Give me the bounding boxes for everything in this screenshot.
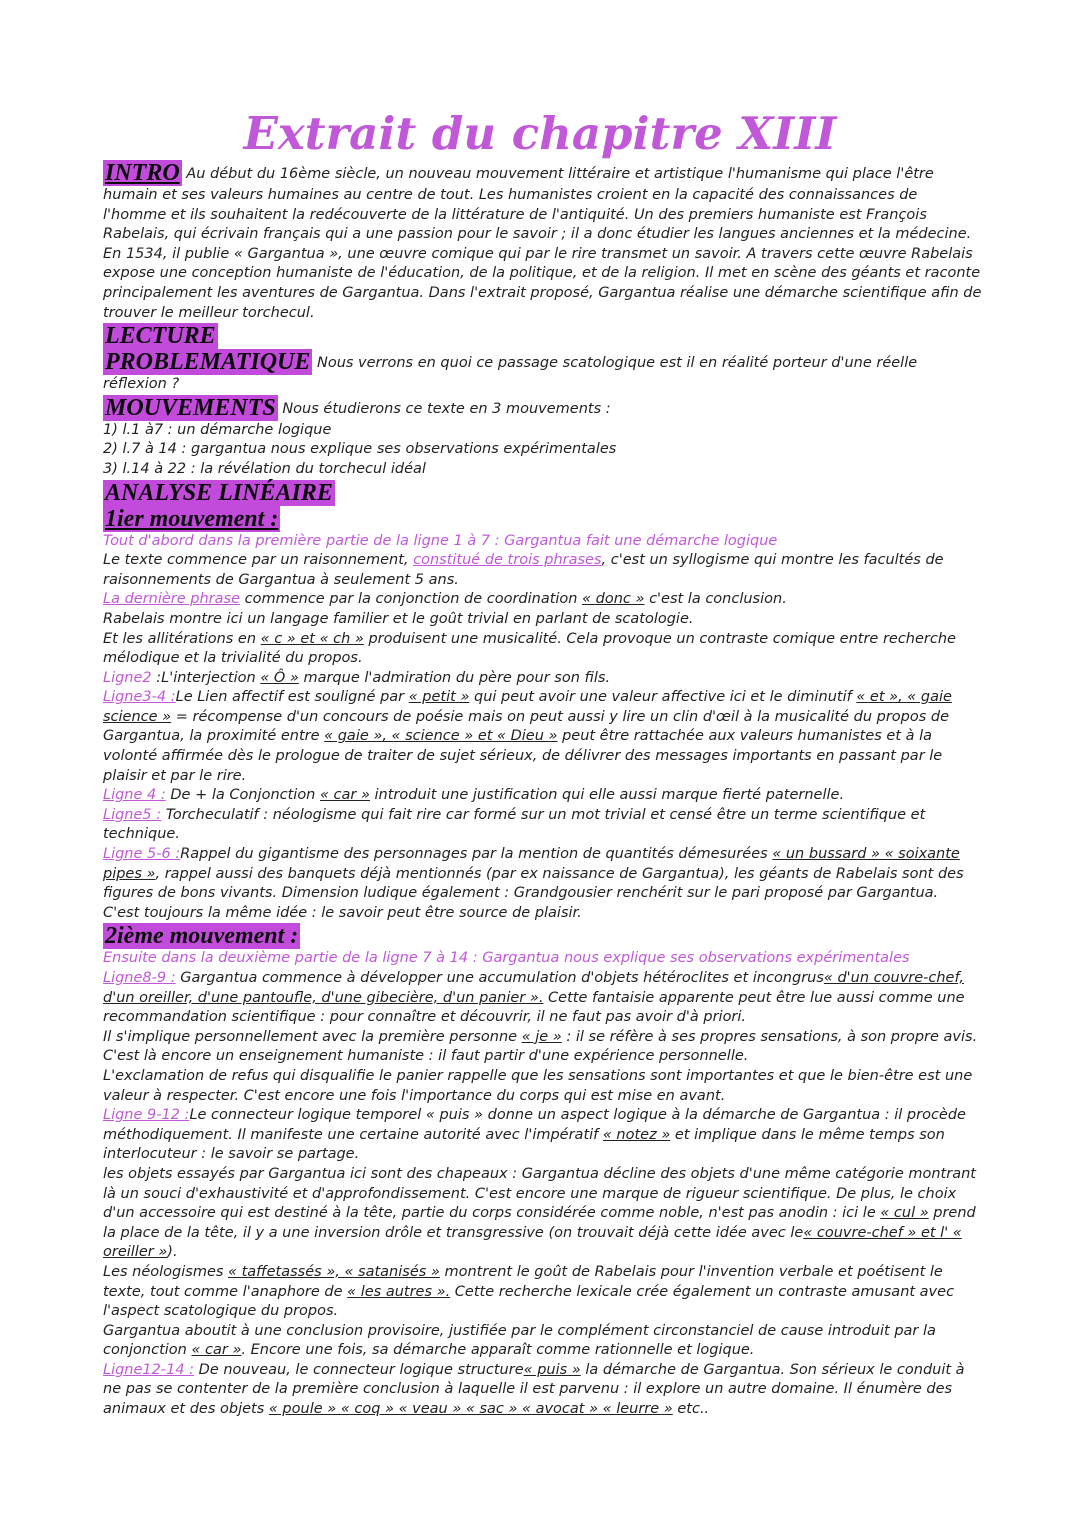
text-run: constitué de trois phrases bbox=[413, 552, 602, 569]
text-run: De nouveau, le connecteur logique structure bbox=[194, 1361, 524, 1378]
text-run: « car » bbox=[191, 1342, 242, 1359]
problematique-text: Nous verrons en quoi ce passage scatologique est il en réalité porteur d'une réelle réflexion ? bbox=[103, 355, 918, 393]
text-run: « notez » bbox=[602, 1126, 671, 1143]
text-run: « couvre-chef » et l' « oreiller » bbox=[103, 1224, 962, 1261]
m1-paragraph bbox=[103, 806, 983, 845]
text-run: Gargantua commence à développer une accumulation d'objets hétéroclites et incongrus bbox=[175, 970, 824, 986]
text-run: La dernière phrase bbox=[103, 591, 241, 608]
problematique-paragraph bbox=[103, 349, 983, 395]
text-run: les objets essayés par Gargantua ici sont des chapeaux : Gargantua décline des objets d'une même catégorie montrant là un souci d'exhaustivité et d'approfondissement. C'est encore une marque de rigueur scientifique. De plus, le choix d'un accessoire qui est destiné à la tête, partie du corps considérée comme noble, n'est pas anodin : ici le bbox=[103, 1165, 976, 1222]
text-run: , c'est un syllogisme qui montre les facultés de raisonnements de Gargantua à seulement 5 ans. bbox=[103, 552, 944, 588]
text-run: « donc » bbox=[582, 591, 645, 608]
text-run: c'est la conclusion. bbox=[644, 591, 787, 608]
m1-heading bbox=[103, 506, 983, 532]
text-run: montrent le goût de Rabelais pour l'invention verbale et poétisent le texte, tout comme l'anaphore de bbox=[103, 1263, 943, 1300]
m1-label: 1ier mouvement : bbox=[105, 505, 279, 532]
intro-text: Au début du 16ème siècle, un nouveau mouvement littéraire et artistique l'humanisme qui place l'être humain et ses valeurs humaines au centre de tout. Les humanistes croient en la capacité des connaissances de l'homme et ils souhaitent la redécouverte de la littérature de l'antiquité. Un des premiers humaniste est François Rabelais, qui écrivain français qui a une passion pour le savoir ; il a donc étudier les langues anciennes et la médecine. En 1534, il publie « Gargantua », une œuvre comique qui par le rire transmet un savoir. A travers cette œuvre Rabelais expose une conception humaniste de l'éducation, de la politique, et de la religion. Il met en scène des géants et raconte principalement les aventures de Gargantua. Dans l'extrait proposé, Gargantua réalise une démarche scientifique afin de trouver le meilleur torchecul. bbox=[103, 166, 982, 321]
m2-paragraph bbox=[103, 1028, 983, 1067]
text-run: Et les allitérations en bbox=[103, 630, 261, 647]
text-run: produisent une musicalité. Cela provoque un contraste comique entre recherche mélodique et la trivialité du propos. bbox=[103, 630, 956, 667]
text-run: etc.. bbox=[672, 1401, 710, 1418]
text-run: , rappel aussi des banquets déjà mentionnés (par ex naissance de Gargantua), les géants de Rabelais sont des figures de bons vivants. Dimension ludique également : Grandgousier renchérit sur le pari proposé par Gargantua. bbox=[103, 865, 964, 902]
problematique-label: PROBLEMATIQUE bbox=[105, 349, 311, 376]
text-run: et implique dans le même temps son interlocuteur : le savoir se partage. bbox=[103, 1126, 945, 1163]
text-run: Ligne 9-12 : bbox=[103, 1107, 190, 1124]
mouvement-item: 1) l.1 à7 : un démarche logique bbox=[103, 421, 332, 438]
mouvement-item: 3) l.14 à 22 : la révélation du torchecul idéal bbox=[103, 460, 426, 477]
document-body bbox=[103, 160, 983, 1420]
mouvements-label: MOUVEMENTS bbox=[105, 394, 276, 421]
intro-label: INTRO bbox=[105, 160, 180, 186]
mouvement-item: 2) l.7 à 14 : gargantua nous explique ses observations expérimentales bbox=[103, 441, 617, 458]
text-run: « Ô » bbox=[260, 669, 299, 686]
text-run: Il s'implique personnellement avec la première personne bbox=[103, 1028, 522, 1045]
m1-paragraph bbox=[103, 630, 983, 669]
m1-paragraph bbox=[103, 786, 983, 806]
intro-paragraph bbox=[103, 160, 983, 323]
text-run: Ligne 4 : bbox=[103, 787, 166, 804]
text-run: Les néologismes bbox=[103, 1263, 229, 1280]
text-run: :L'interjection bbox=[151, 669, 261, 686]
m2-paragraph bbox=[103, 1263, 983, 1322]
m2-paragraph bbox=[103, 1165, 983, 1263]
mouvements-paragraph bbox=[103, 395, 983, 421]
m1-intro: Tout d'abord dans la première partie de la ligne 1 à 7 : Gargantua fait une démarche logique bbox=[103, 532, 778, 549]
text-run: Ligne8-9 : bbox=[103, 970, 176, 986]
lecture-label: LECTURE bbox=[105, 323, 216, 350]
m2-paragraph: L'exclamation de refus qui disqualifie le panier rappelle que les sensations sont importantes et que le bien-être est une valeur à respecter. C'est encore une fois l'importance du corps qui est mise en avant. bbox=[103, 1067, 973, 1104]
text-run: Le texte commence par un raisonnement, bbox=[103, 552, 414, 569]
text-run: la démarche de Gargantua. Son sérieux le conduit à ne pas se contenter de la première conclusion à laquelle il est parvenu : il explore un autre domaine. Il énumère des animaux et des objets bbox=[103, 1361, 965, 1418]
text-run: Ligne12-14 : bbox=[103, 1361, 195, 1378]
text-run: Cette fantaisie apparente peut être lue aussi comme une recommandation scientifique : pour connaître et découvrir, il ne faut pas avoir d'à priori. bbox=[103, 989, 965, 1026]
text-run: ). bbox=[167, 1244, 178, 1261]
text-run: « car » bbox=[319, 787, 370, 804]
text-run: « petit » bbox=[408, 689, 470, 706]
text-run: : il se réfère à ses propres sensations, à son propre avis. C'est là encore un enseignement humaniste : il faut partir d'une expérience personnelle. bbox=[103, 1028, 978, 1065]
m2-intro: Ensuite dans la deuxième partie de la ligne 7 à 14 : Gargantua nous explique ses observations expérimentales bbox=[103, 950, 910, 967]
m2-paragraph bbox=[103, 969, 983, 1028]
text-run: « les autres ». bbox=[347, 1283, 451, 1300]
text-run: « un bussard » « soixante pipes » bbox=[103, 846, 960, 882]
lecture-heading bbox=[103, 323, 983, 349]
text-run: Le Lien affectif est souligné par bbox=[175, 689, 409, 706]
text-run: « gaie », « science » et « Dieu » bbox=[324, 728, 558, 745]
m1-paragraph bbox=[103, 669, 983, 689]
m2-paragraph bbox=[103, 1322, 983, 1361]
m2-heading bbox=[103, 923, 983, 949]
m1-paragraph bbox=[103, 688, 983, 786]
text-run: . Encore une fois, sa démarche apparaît comme rationnelle et logique. bbox=[241, 1342, 755, 1359]
page-title: Extrait du chapitre XIII bbox=[243, 107, 837, 160]
text-run: marque l'admiration du père pour son fils. bbox=[298, 669, 611, 686]
text-run: prend la place de la tête, il y a une inversion drôle et transgressive (on trouvait déjà cette idée avec le bbox=[103, 1205, 976, 1241]
text-run: peut être rattachée aux valeurs humanistes et à la volonté affirmée dès le prologue de traiter de sujet sérieux, de délivrer des messages importants en passant par le plaisir et par le rire. bbox=[103, 728, 943, 784]
text-run: Ligne5 : bbox=[103, 806, 162, 823]
text-run: « cul » bbox=[880, 1205, 929, 1222]
text-run: « je » bbox=[521, 1028, 562, 1045]
text-run: commence par la conjonction de coordination bbox=[240, 591, 583, 608]
mouvements-text: Nous étudierons ce texte en 3 mouvements : bbox=[277, 400, 611, 417]
text-run: Gargantua aboutit à une conclusion provisoire, justifiée par le complément circonstanciel de cause introduit par la conjonction bbox=[103, 1322, 936, 1359]
analyse-label: ANALYSE LINÉAIRE bbox=[105, 479, 333, 506]
text-run: Torcheculatif : néologisme qui fait rire car formé sur un mot trivial et censé être un terme scientifique et technique. bbox=[103, 806, 926, 843]
text-run: « c » et « ch » bbox=[260, 630, 364, 647]
m1-paragraph: Rabelais montre ici un langage familier et le goût trivial en parlant de scatologie. bbox=[103, 610, 694, 627]
text-run: Ligne3-4 : bbox=[103, 689, 176, 706]
text-run: Ligne2 bbox=[103, 669, 152, 686]
text-run: « poule » « coq » « veau » « sac » « avocat » « leurre » bbox=[268, 1401, 673, 1418]
m1-paragraph: C'est toujours la même idée : le savoir peut être source de plaisir. bbox=[103, 904, 582, 921]
m1-paragraph bbox=[103, 845, 983, 904]
text-run: « et », « gaie science » bbox=[103, 689, 952, 725]
text-run: Rappel du gigantisme des personnages par la mention de quantités démesurées bbox=[180, 846, 773, 863]
m2-paragraph bbox=[103, 1106, 983, 1165]
text-run: De + la Conjonction bbox=[165, 787, 320, 804]
m1-paragraph bbox=[103, 551, 983, 590]
text-run: introduit une justification qui elle aussi marque fierté paternelle. bbox=[369, 787, 845, 804]
text-run: « d'un couvre-chef, d'un oreiller, d'une pantoufle, d'une gibecière, d'un panier ». bbox=[103, 970, 964, 1006]
analyse-heading bbox=[103, 480, 983, 506]
m2-paragraph bbox=[103, 1361, 983, 1420]
text-run: qui peut avoir une valeur affective ici et le diminutif bbox=[469, 689, 857, 706]
text-run: = récompense d'un concours de poésie mais on peut aussi y lire un clin d'œil à la musicalité du propos de Gargantua, la proximité entre bbox=[103, 708, 950, 745]
m2-label: 2ième mouvement : bbox=[105, 923, 299, 950]
m1-paragraph bbox=[103, 590, 983, 610]
text-run: Le connecteur logique temporel « puis » donne un aspect logique à la démarche de Gargantua : il procède méthodiquement. Il manifeste une certaine autorité avec l'impératif bbox=[103, 1107, 966, 1143]
text-run: « puis » bbox=[523, 1361, 581, 1378]
text-run: Cette recherche lexicale crée également un contraste amusant avec l'aspect scatologique du propos. bbox=[103, 1283, 955, 1320]
text-run: « taffetassés », « satanisés » bbox=[228, 1263, 440, 1280]
text-run: Ligne 5-6 : bbox=[103, 846, 181, 863]
